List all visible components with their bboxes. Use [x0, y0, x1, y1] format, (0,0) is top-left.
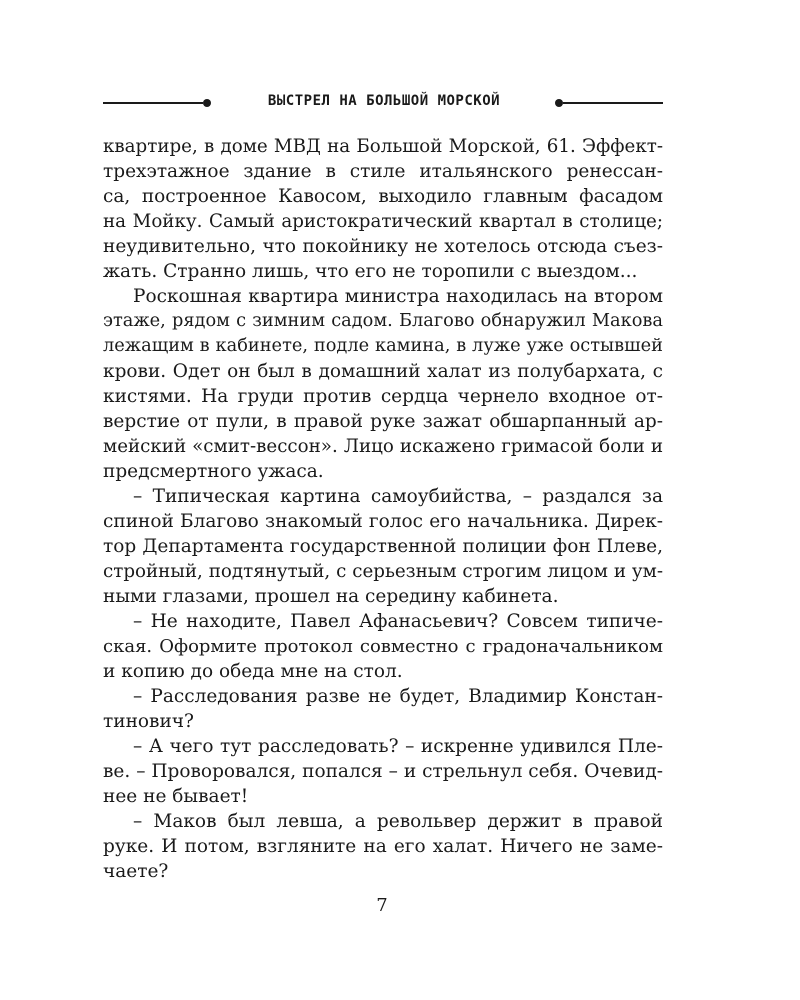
text-line: руке. И потом, взгляните на его халат. Ничего не заме- — [103, 836, 663, 857]
header-rule-right — [563, 102, 663, 104]
page-number: 7 — [376, 895, 388, 916]
header-rule-left — [103, 102, 203, 104]
text-line: квартире, в доме МВД на Большой Морской, 61. Эффект- — [103, 136, 663, 157]
text-line: ными глазами, прошел на середину кабинета. — [103, 586, 559, 607]
running-title: ВЫСТРЕЛ НА БОЛЬШОЙ МОРСКОЙ — [267, 93, 501, 109]
text-line: – А чего тут расследовать? – искренне удивился Пле- — [133, 736, 663, 757]
text-line: жать. Странно лишь, что его не торопили с выездом... — [103, 261, 638, 282]
text-line: предсмертного ужаса. — [103, 461, 324, 482]
text-line: ве. – Проворовался, попался – и стрельнул себя. Очевид- — [103, 761, 663, 782]
text-line: Роскошная квартира министра находилась на втором — [133, 286, 663, 307]
header-dot-left-icon — [203, 99, 211, 107]
header-dot-right-icon — [555, 99, 563, 107]
text-line: верстие от пули, в правой руке зажат обшарпанный ар- — [103, 411, 663, 432]
text-line: стройный, подтянутый, с серьезным строгим лицом и ум- — [103, 561, 663, 582]
text-line: трехэтажное здание в стиле итальянского ренессан- — [103, 161, 663, 182]
running-header — [103, 90, 663, 116]
text-line: неудивительно, что покойнику не хотелось отсюда съез- — [103, 236, 663, 257]
text-line: тор Департамента государственной полиции фон Плеве, — [103, 536, 663, 557]
text-line: тинович? — [103, 711, 194, 732]
text-line: – Не находите, Павел Афанасьевич? Совсем типиче- — [133, 611, 663, 632]
page-body-text — [103, 134, 663, 884]
text-line: чаете? — [103, 861, 169, 882]
text-line: – Маков был левша, а револьвер держит в правой — [133, 811, 663, 832]
text-line: этаже, рядом с зимним садом. Благово обнаружил Макова — [103, 311, 663, 331]
text-line: и копию до обеда мне на стол. — [103, 661, 403, 682]
text-line: – Типическая картина самоубийства, – раздался за — [133, 486, 663, 507]
text-line: крови. Одет он был в домашний халат из полубархата, с — [103, 361, 663, 382]
text-line: лежащим в кабинете, подле камина, в луже уже остывшей — [103, 336, 663, 356]
text-line: са, построенное Кавосом, выходило главным фасадом — [103, 186, 663, 207]
text-line: – Расследования разве не будет, Владимир Констан- — [133, 686, 663, 707]
text-line: кистями. На груди против сердца чернело входное от- — [103, 386, 663, 407]
text-line: ская. Оформите протокол совместно с градоначальником — [103, 636, 663, 657]
text-line: спиной Благово знакомый голос его начальника. Дирек- — [103, 511, 663, 532]
text-line: мейский «смит-вессон». Лицо искажено гримасой боли и — [103, 436, 663, 457]
text-line: нее не бывает! — [103, 786, 249, 807]
text-line: на Мойку. Самый аристократический квартал в столице; — [103, 211, 663, 232]
